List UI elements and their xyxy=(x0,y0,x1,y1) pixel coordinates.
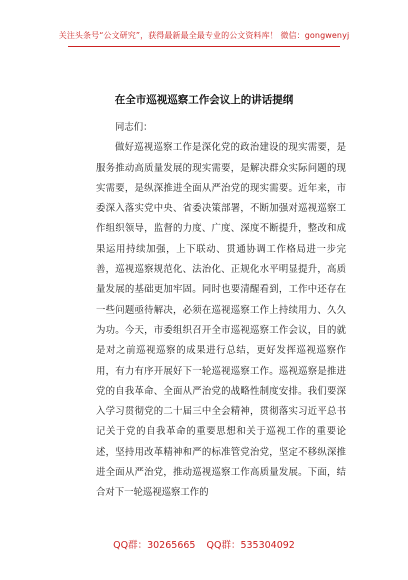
document-title: 在全市巡视巡察工作会议上的讲话提纲 xyxy=(114,94,294,106)
qq-group-two: QQ群：535304092 xyxy=(206,540,295,551)
salutation: 同志们： xyxy=(115,122,153,133)
footer-contacts xyxy=(0,537,408,551)
qq-group-one: QQ群：30265665 xyxy=(113,540,196,551)
body-paragraph: 做好巡视巡察工作是深化党的政治建设的现实需要，是服务推动高质量发展的现实需要，是解决群众实际问题的现实需要，是纵深推进全面从严治党的现实需要。近年来，市委深入落实党中央、省委决策部署，不断加强对巡视巡察工作组织领导，监督的力度、广度、深度不断提升，整改和成果运用持续加强，上下联动、贯通协调工作格局进一步完善，巡视巡察规范化、法治化、正规化水平明显提升，高质量发展的基础更加牢固。同时也要清醒看到，工作中还存在一些问题亟待解决，必须在巡视巡察工作上持续用力、久久为功。今天，市委组织召开全市巡视巡察工作会议，目的就是对之前巡视巡察的成果进行总结，更好发挥巡视巡察作用，有力有序开展好下一轮巡视巡察工作。巡视巡察是推进党的自我革命、全面从严治党的战略性制度安排。我们要深入学习贯彻党的二十届三中全会精神，贯彻落实习近平总书记关于党的自我革命的重要思想和关于巡视工作的重要论述，坚持用改革精神和严的标准管党治党，坚定不移纵深推进全面从严治党，推动巡视巡察工作高质量发展。下面，结合对下一轮巡视巡察工作的 xyxy=(96,142,346,499)
promo-banner: 关注头条号“公文研究”，获得最新最全最专业的公文资料库！ 微信：gongwenyj xyxy=(58,31,350,40)
document-body xyxy=(96,118,346,504)
header-divider xyxy=(68,46,340,47)
